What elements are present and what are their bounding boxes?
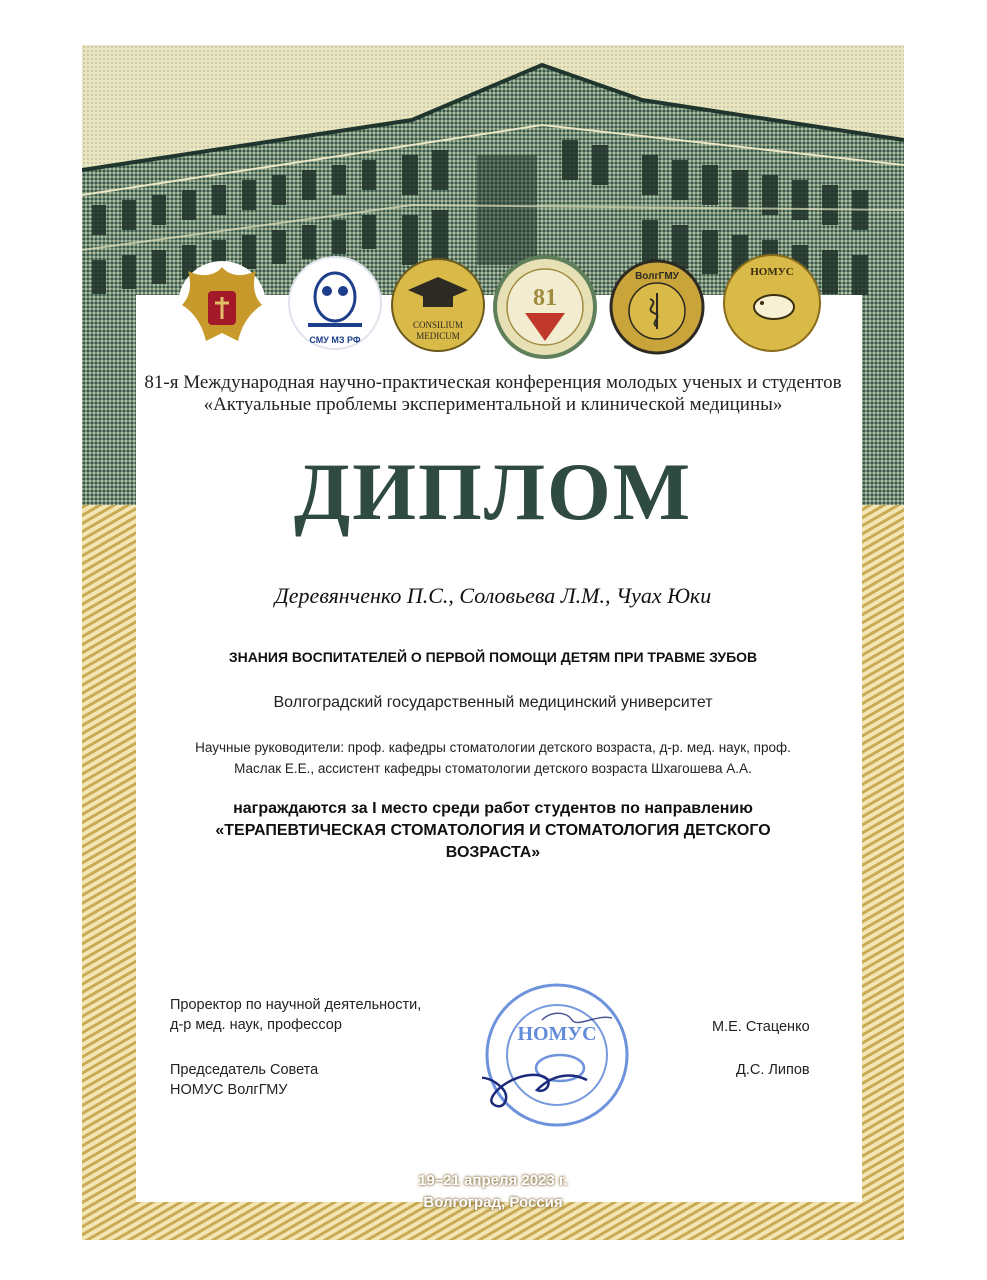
chair-line2: НОМУС ВолгГМУ [170, 1082, 288, 1098]
diploma-title: ДИПЛОМ [293, 446, 693, 537]
conference-line1: 81-я Международная научно-практическая конференция молодых ученых и студентов [144, 372, 842, 393]
supervisors [162, 737, 824, 779]
nomus-logo [724, 255, 820, 351]
prorector-line1: Проректор по научной деятельности, [170, 997, 422, 1013]
prorector-title [170, 995, 421, 1035]
event-place: Волгоград, Россия [423, 1194, 563, 1211]
chair-line1: Председатель Совета [170, 1062, 319, 1078]
chair-name: Д.С. Липов [736, 1062, 810, 1078]
double-headed-eagle-emblem [178, 261, 266, 349]
conf81-label: 81 [533, 285, 557, 311]
supervisors-line1: Научные руководители: проф. кафедры стоматологии детского возраста, д-р. мед. наук, проф. [195, 740, 791, 755]
work-title: ЗНАНИЯ ВОСПИТАТЕЛЕЙ О ПЕРВОЙ ПОМОЩИ ДЕТЯМ ПРИ ТРАВМЕ ЗУБОВ [228, 649, 758, 665]
event-dates: 19–21 апреля 2023 г. [418, 1172, 568, 1189]
conference-81-logo [495, 257, 595, 357]
award-text [182, 798, 804, 864]
signature-top [542, 1013, 612, 1022]
smu-owl-logo [289, 257, 381, 349]
nomus-label: НОМУС [750, 266, 794, 278]
diploma-sheet [82, 45, 904, 1240]
authors: Деревянченко П.С., Соловьева Л.М., Чуах Юки [274, 583, 712, 608]
consilium-line1: CONSILIUM [412, 320, 464, 330]
conference-line2: «Актуальные проблемы экспериментальной и клинической медицины» [203, 394, 783, 415]
volggmu-label: ВолгГМУ [635, 271, 679, 282]
award-line2: «ТЕРАПЕВТИЧЕСКАЯ СТОМАТОЛОГИЯ И СТОМАТОЛОГИЯ ДЕТСКОГО [215, 822, 771, 839]
smu-label: СМУ МЗ РФ [309, 335, 361, 345]
prorector-name: М.Е. Стаценко [712, 1019, 810, 1035]
consilium-line2: MEDICUM [416, 331, 460, 341]
prorector-line2: д-р мед. наук, профессор [170, 1017, 342, 1033]
university: Волгоградский государственный медицинский университет [273, 694, 713, 711]
logos-row [82, 45, 904, 405]
conference-name [82, 372, 904, 416]
chair-title [170, 1060, 318, 1100]
award-line1: награждаются за I место среди работ студентов по направлению [233, 800, 753, 817]
consilium-medicum-logo [392, 259, 484, 351]
stamp-text: НОМУС [517, 1023, 597, 1045]
nomus-stamp [482, 980, 632, 1130]
supervisors-line2: Маслак Е.Е., ассистент кафедры стоматологии детского возраста Шхагошева А.А. [234, 761, 752, 776]
event-footer [82, 1170, 904, 1214]
award-line3: ВОЗРАСТА» [445, 844, 541, 861]
volggmu-logo [611, 261, 703, 353]
